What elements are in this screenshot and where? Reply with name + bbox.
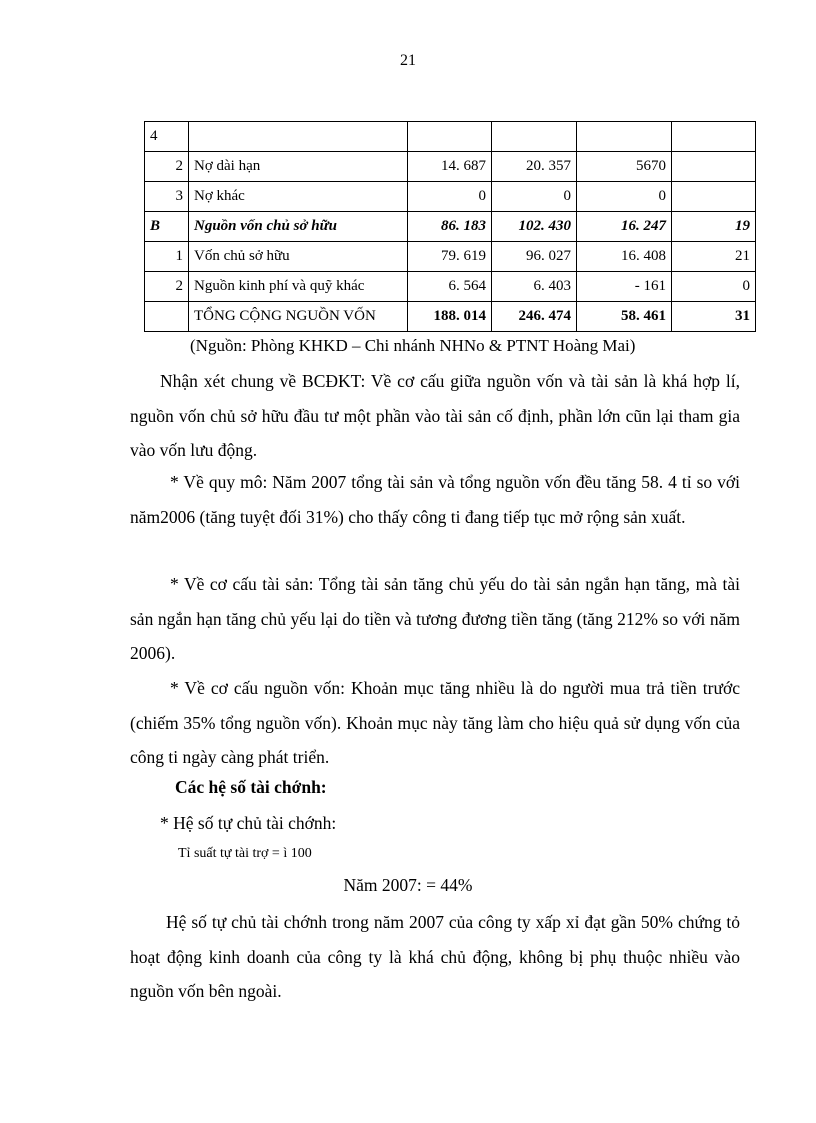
table-cell-v4: 19 — [672, 212, 756, 242]
table-cell-v2 — [492, 122, 577, 152]
table-cell-v3: - 161 — [577, 272, 672, 302]
table-cell-v4: 0 — [672, 272, 756, 302]
table-row — [145, 212, 756, 242]
paragraph-asset-structure: * Về cơ cấu tài sản: Tổng tài sản tăng chủ yếu do tài sản ngắn hạn tăng, mà tài sản ngắn hạn tăng chủ yếu lại do tiền và tương đương tiền tăng (tăng 212% so với năm 2006). — [130, 574, 740, 663]
table-cell-v1: 79. 619 — [408, 242, 492, 272]
subheading-autonomy-ratio: * Hệ số tự chủ tài chớnh: — [160, 813, 337, 833]
paragraph-capital-structure: * Về cơ cấu nguồn vốn: Khoản mục tăng nhiều là do người mua trả tiền trước (chiếm 35% tổng nguồn vốn). Khoản mục này tăng làm cho hiệu quả sử dụng vốn của công ti ngày càng phát triển. — [130, 678, 740, 767]
table-row — [145, 272, 756, 302]
table-cell-v1: 188. 014 — [408, 302, 492, 332]
table-cell-v2: 6. 403 — [492, 272, 577, 302]
table-cell-name — [189, 122, 408, 152]
table-cell-name: Nợ khác — [189, 182, 408, 212]
formula-text: Tỉ suất tự tài trợ = ì 100 — [178, 846, 312, 861]
table-cell-v2: 0 — [492, 182, 577, 212]
paragraph-scale: * Về quy mô: Năm 2007 tổng tài sản và tổng nguồn vốn đều tăng 58. 4 tỉ so với năm2006 (tăng tuyệt đối 31%) cho thấy công ti đang tiếp tục mở rộng sản xuất. — [130, 472, 740, 527]
capital-source-table — [144, 121, 756, 332]
table-cell-v1: 14. 687 — [408, 152, 492, 182]
table-cell-v1: 86. 183 — [408, 212, 492, 242]
table-cell-v4: 31 — [672, 302, 756, 332]
table-cell-no: 3 — [145, 182, 189, 212]
paragraph-general-remark: Nhận xét chung về BCĐKT: Về cơ cấu giữa nguồn vốn và tài sản là khá hợp lí, nguồn vốn chủ sở hữu đầu tư một phần vào tài sản cố định, phần lớn cũn lại tham gia vào vốn lưu động. — [130, 371, 740, 460]
table-cell-v3: 16. 247 — [577, 212, 672, 242]
source-note: (Nguồn: Phòng KHKD – Chi nhánh NHNo & PTNT Hoàng Mai) — [190, 336, 636, 355]
table-cell-v3: 16. 408 — [577, 242, 672, 272]
table-cell-v2: 20. 357 — [492, 152, 577, 182]
table-row — [145, 182, 756, 212]
table-cell-v3: 0 — [577, 182, 672, 212]
table-cell-v4: 21 — [672, 242, 756, 272]
table-cell-no: 1 — [145, 242, 189, 272]
table-cell-v2: 102. 430 — [492, 212, 577, 242]
table-cell-v4 — [672, 122, 756, 152]
table-cell-v1: 0 — [408, 182, 492, 212]
table-cell-no: B — [145, 212, 189, 242]
table-cell-no — [145, 302, 189, 332]
table-cell-v4 — [672, 152, 756, 182]
table-cell-no: 2 — [145, 272, 189, 302]
table-cell-name: Vốn chủ sở hữu — [189, 242, 408, 272]
paragraph-conclusion: Hệ số tự chủ tài chớnh trong năm 2007 của công ty xấp xỉ đạt gần 50% chứng tỏ hoạt động kinh doanh của công ty là khá chủ động, không bị phụ thuộc nhiều vào nguồn vốn bên ngoài. — [130, 912, 740, 1001]
table-cell-no: 2 — [145, 152, 189, 182]
table-cell-v2: 246. 474 — [492, 302, 577, 332]
table-cell-name: TỔNG CỘNG NGUỒN VỐN — [189, 302, 408, 332]
table-cell-name: Nguồn vốn chủ sở hữu — [189, 212, 408, 242]
table-row — [145, 152, 756, 182]
table-cell-v3: 58. 461 — [577, 302, 672, 332]
table-cell-v3: 5670 — [577, 152, 672, 182]
table-row — [145, 242, 756, 272]
table-cell-no: 4 — [145, 122, 189, 152]
table-cell-v3 — [577, 122, 672, 152]
table-row — [145, 122, 756, 152]
table-row — [145, 302, 756, 332]
table-cell-v1: 6. 564 — [408, 272, 492, 302]
table-cell-name: Nguồn kinh phí và quỹ khác — [189, 272, 408, 302]
table-cell-v4 — [672, 182, 756, 212]
section-heading-financial-ratios: Các hệ số tài chớnh: — [175, 777, 327, 797]
year-ratio-line: Năm 2007: = 44% — [343, 875, 473, 895]
page-number: 21 — [400, 52, 416, 69]
table-cell-v2: 96. 027 — [492, 242, 577, 272]
table-cell-v1 — [408, 122, 492, 152]
table-cell-name: Nợ dài hạn — [189, 152, 408, 182]
